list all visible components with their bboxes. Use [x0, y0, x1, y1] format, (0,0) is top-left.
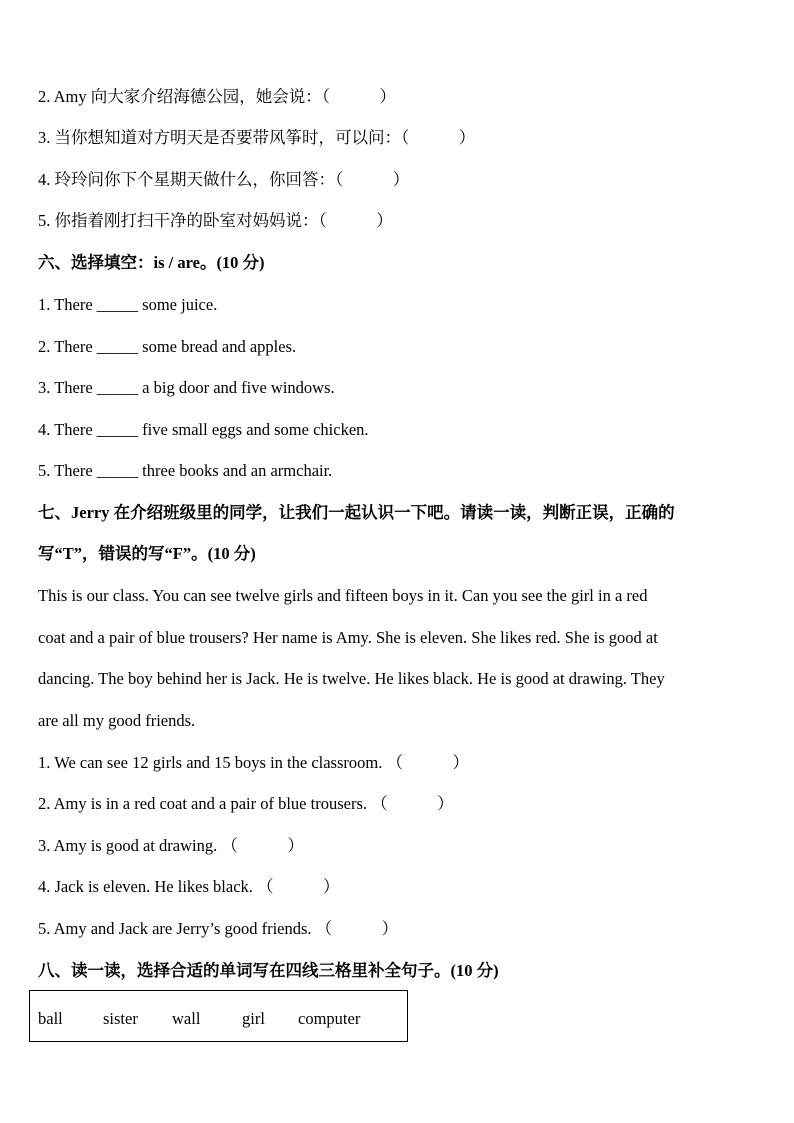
section-6-item-5: 5. There _____ three books and an armchair. — [38, 461, 333, 480]
word-bank-item: ball — [38, 1009, 63, 1028]
passage-line: are all my good friends. — [38, 710, 196, 730]
section-7-item-4: 4. Jack is eleven. He likes black. （ ） — [38, 877, 340, 896]
passage-line: coat and a pair of blue trousers? Her name is Amy. She is eleven. She likes red. She is good at — [38, 627, 658, 647]
section-6-item-3: 3. There _____ a big door and five windows. — [38, 378, 335, 397]
section-6-item-1: 1. There _____ some juice. — [38, 295, 218, 314]
question-5-3: 3. 当你想知道对方明天是否要带风筝时，可以问：（ ） — [38, 128, 476, 147]
section-8-heading: 八、读一读，选择合适的单词写在四线三格里补全句子。(10 分) — [38, 961, 499, 980]
question-5-5: 5. 你指着刚打扫干净的卧室对妈妈说：（ ） — [38, 211, 393, 230]
section-7-heading-line-2: 写“T”，错误的写“F”。(10 分) — [38, 544, 256, 563]
section-7-item-1: 1. We can see 12 girls and 15 boys in the classroom. （ ） — [38, 753, 469, 772]
section-6-item-2: 2. There _____ some bread and apples. — [38, 337, 297, 356]
section-7-heading-line-1: 七、Jerry 在介绍班级里的同学，让我们一起认识一下吧。请读一读，判断正误，正确的 — [38, 503, 675, 522]
word-bank-box — [29, 990, 408, 1042]
passage-line: This is our class. You can see twelve girls and fifteen boys in it. Can you see the girl in a red — [38, 586, 648, 605]
word-bank-item: computer — [298, 1009, 361, 1028]
section-7-item-3: 3. Amy is good at drawing. （ ） — [38, 836, 304, 855]
section-6-heading: 六、选择填空：is / are。(10 分) — [38, 253, 265, 272]
section-7-passage — [38, 585, 764, 751]
section-7-item-5: 5. Amy and Jack are Jerry’s good friends. （ ） — [38, 919, 399, 938]
word-bank-item: wall — [172, 1009, 201, 1028]
word-bank-item: girl — [242, 1009, 265, 1028]
section-6-item-4: 4. There _____ five small eggs and some chicken. — [38, 420, 369, 439]
section-7-item-2: 2. Amy is in a red coat and a pair of blue trousers. （ ） — [38, 794, 454, 813]
word-bank-item: sister — [103, 1009, 138, 1028]
question-5-2: 2. Amy 向大家介绍海德公园，她会说：（ ） — [38, 87, 396, 106]
passage-line: dancing. The boy behind her is Jack. He is twelve. He likes black. He is good at drawing. They — [38, 669, 665, 688]
question-5-4: 4. 玲玲问你下个星期天做什么，你回答：（ ） — [38, 170, 410, 189]
